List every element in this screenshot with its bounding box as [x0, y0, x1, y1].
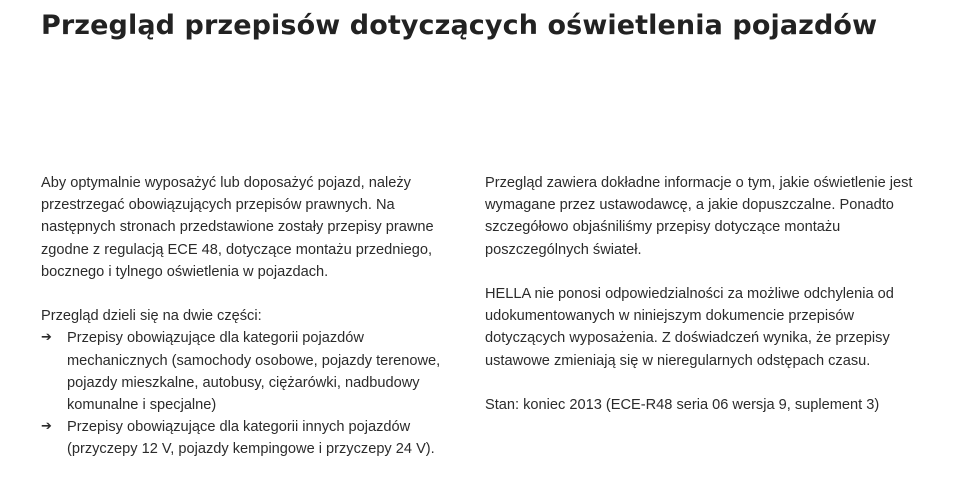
status-line: Stan: koniec 2013 (ECE-R48 seria 06 wersja 9, suplement 3): [485, 397, 880, 413]
arrow-right-icon: ➔: [41, 419, 52, 435]
regulation-parts-list: [41, 327, 461, 460]
list-item-text: Przepisy obowiązujące dla kategorii innych pojazdów (przyczepy 12 V, pojazdy kempingowe i przyczepy 24 V).: [67, 419, 435, 458]
list-item: [41, 416, 461, 460]
page-title: Przegląd przepisów dotyczących oświetlenia pojazdów: [41, 10, 878, 41]
intro-paragraph: Aby optymalnie wyposażyć lub doposażyć pojazd, należy przestrzegać obowiązujących przepisów prawnych. Na następnych stronach przedstawione zostały przepisy prawne zgodne z regulacją ECE 48, dotyczące montażu przedniego, bocznego i tylnego oświetlenia w pojazdach.: [41, 175, 434, 280]
overview-paragraph: Przegląd zawiera dokładne informacje o tym, jakie oświetlenie jest wymagane przez ustawodawcę, a jakie dopuszczalne. Ponadto szczegółowo objaśniliśmy przepisy dotyczące montażu poszczególnych świateł.: [485, 175, 913, 258]
left-column: [41, 172, 461, 461]
arrow-right-icon: ➔: [41, 330, 52, 346]
list-item-text: Przepisy obowiązujące dla kategorii pojazdów mechanicznych (samochody osobowe, pojazdy terenowe, pojazdy mieszkalne, autobusy, ciężarówki, nadbudowy komunalne i specjalne): [67, 330, 441, 414]
list-heading: Przegląd dzieli się na dwie części:: [41, 308, 262, 325]
disclaimer-paragraph: HELLA nie ponosi odpowiedzialności za możliwe odchylenia od udokumentowanych w niniejszym dokumencie przepisów dotyczących wyposażenia. Z doświadczeń wynika, że przepisy ustawowe zmieniają się w nieregularnych odstępach czasu.: [485, 286, 894, 369]
right-column: [485, 172, 915, 438]
list-item: [41, 327, 461, 416]
